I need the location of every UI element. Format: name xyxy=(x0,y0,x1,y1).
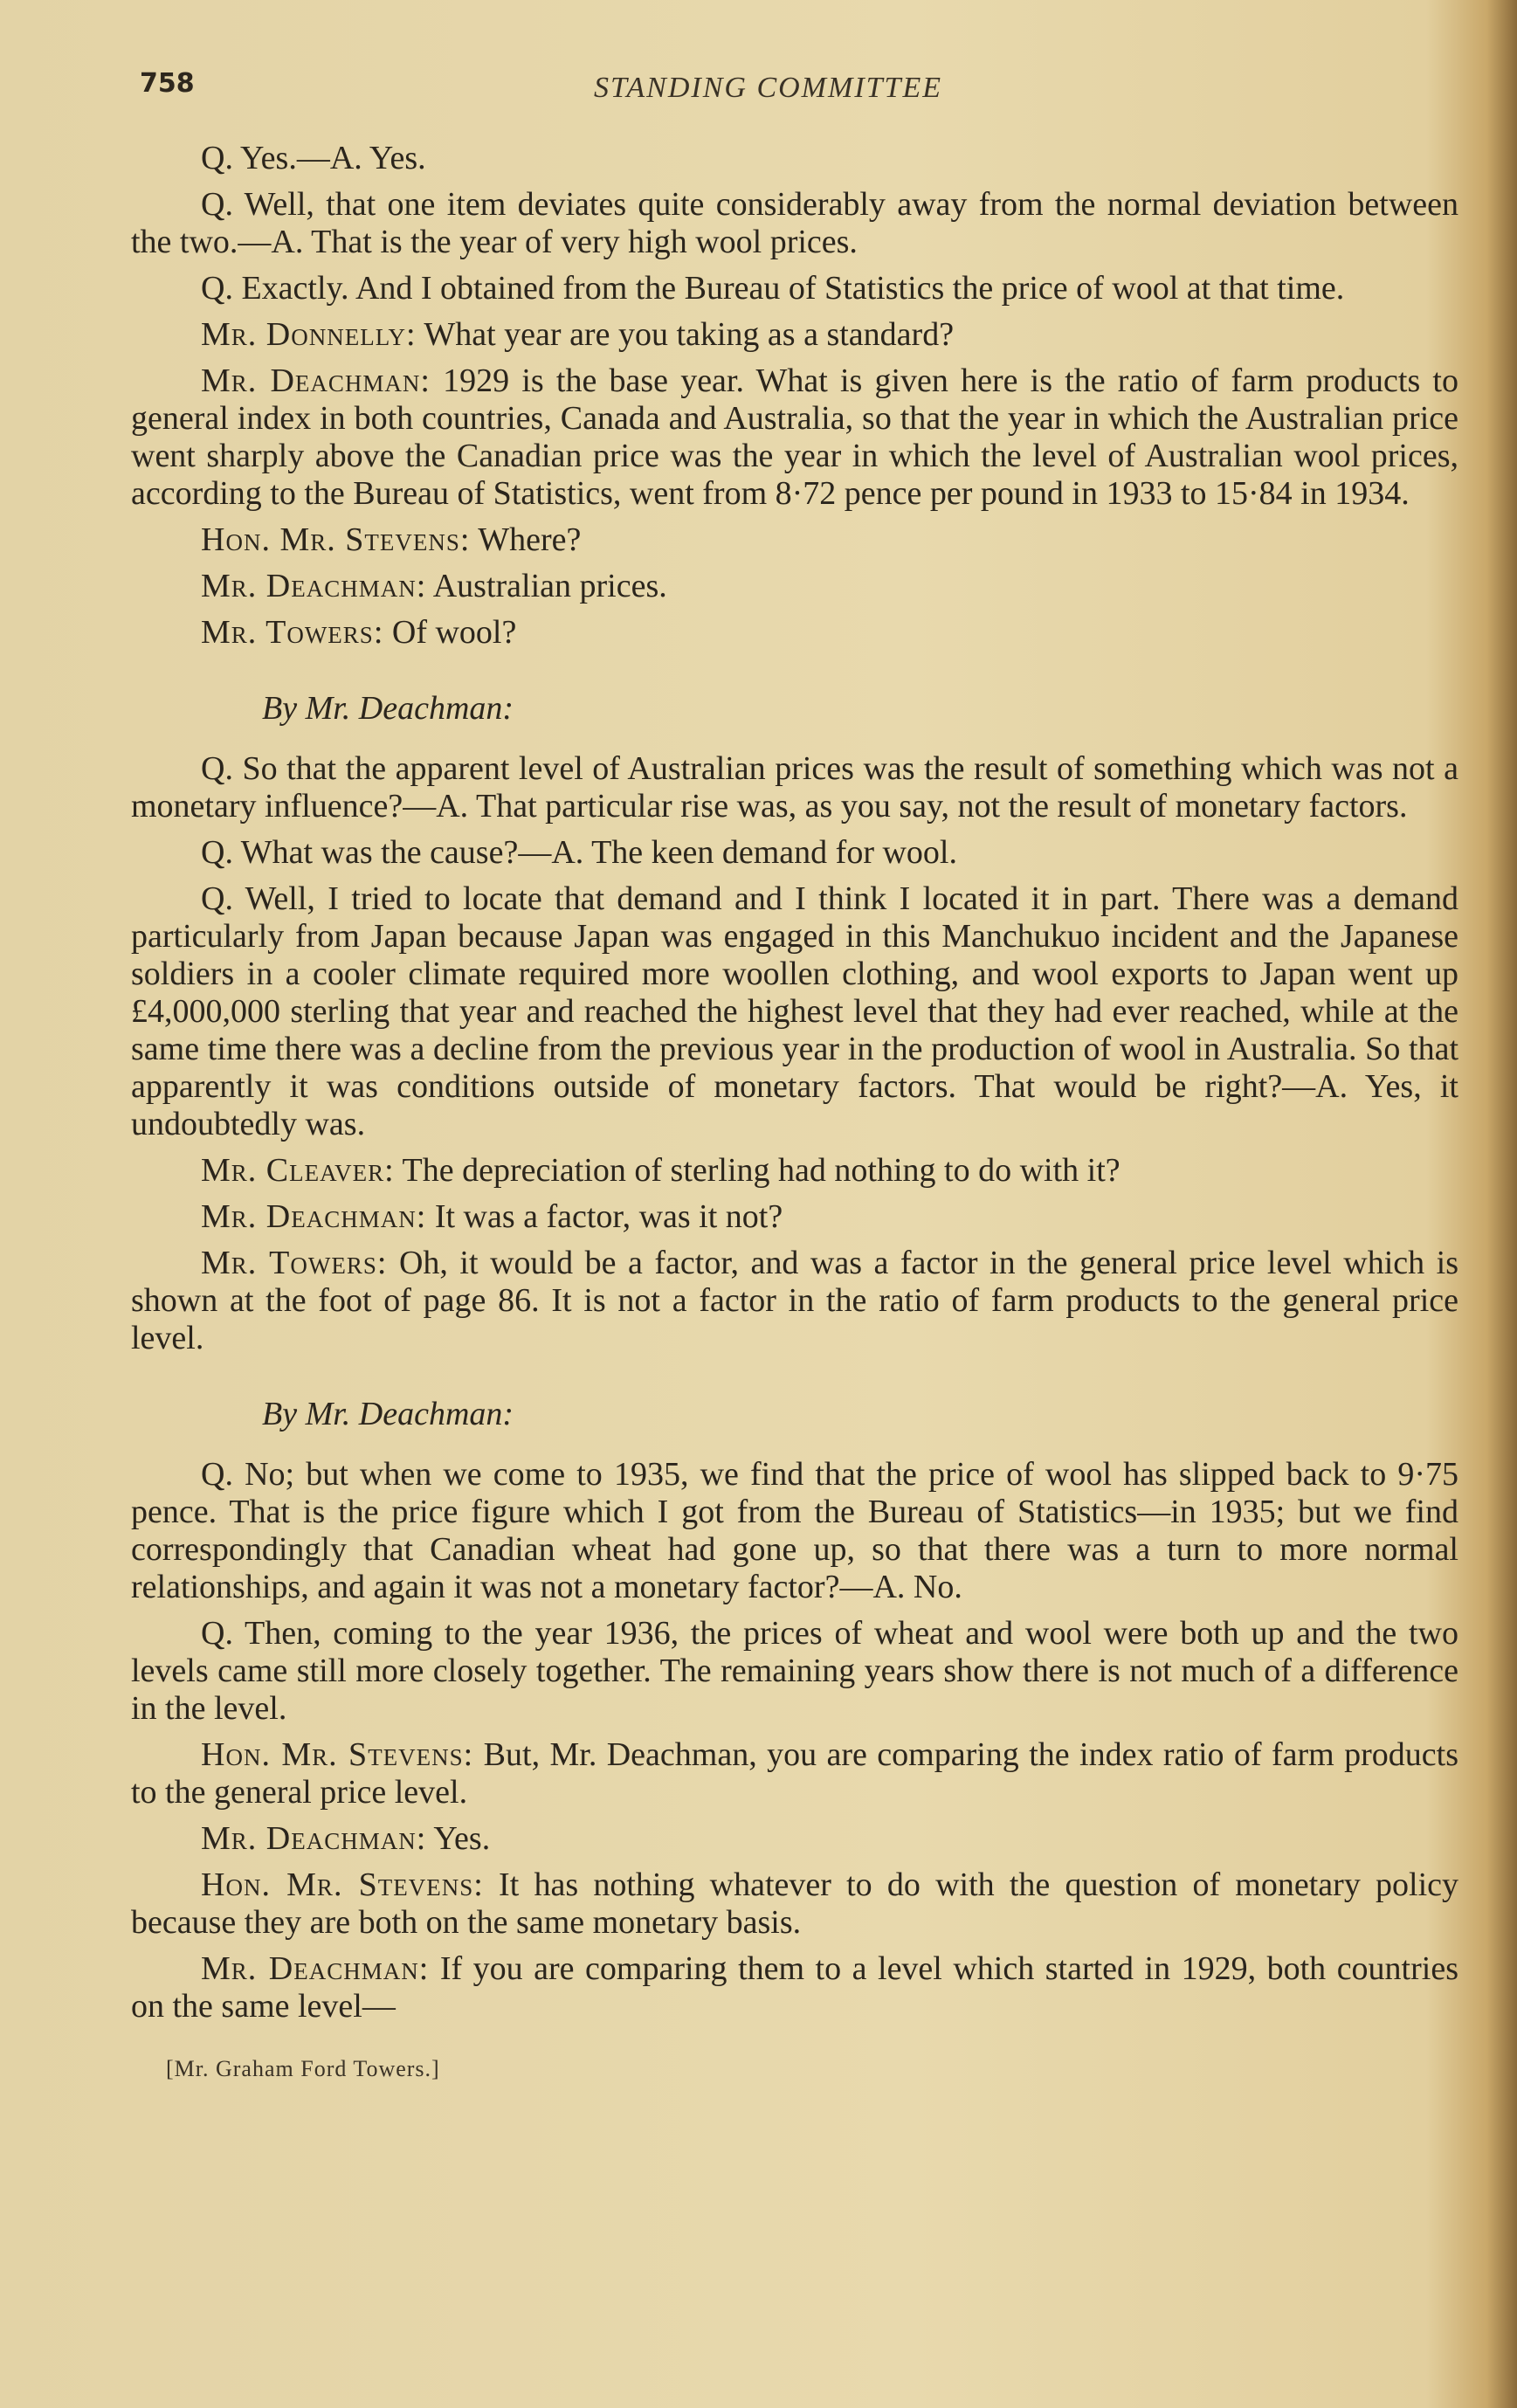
speaker-name: Mr. Cleaver: xyxy=(201,1152,395,1189)
qa-paragraph: Q. Well, that one item deviates quite considerably away from the normal deviation between the two.—A. That is the year of very high wool prices. xyxy=(131,186,1458,260)
speaker-name: Hon. Mr. Stevens: xyxy=(201,1736,474,1773)
qa-paragraph: Q. Exactly. And I obtained from the Bureau of Statistics the price of wool at that time. xyxy=(201,270,1345,307)
speaker-name: Mr. Deachman: xyxy=(201,1820,427,1857)
speech-paragraph: Hon. Mr. Stevens: Where? xyxy=(201,521,582,558)
transcript-body xyxy=(131,140,1458,2087)
speaker-name: Mr. Deachman: xyxy=(201,1198,427,1235)
speech-paragraph: Mr. Donnelly: What year are you taking as a standard? xyxy=(201,316,955,353)
speaker-name: Mr. Donnelly: xyxy=(201,316,417,353)
qa-paragraph: Q. Well, I tried to locate that demand and I think I located it in part. There was a demand particularly from Japan because Japan was engaged in this Manchukuo incident and the Japanese soldiers in a cooler climate required more woollen clothing, and wool exports to Japan went up £4,000,000 sterling that year and reached the highest level that they had ever reached, while at the same time there was a decline from the previous year in the production of wool in Australia. So that apparently it was conditions outside of monetary factors. That would be right?—A. Yes, it undoubtedly was. xyxy=(131,880,1458,1142)
page-header xyxy=(140,68,1447,112)
speaker-name: Hon. Mr. Stevens: xyxy=(201,1866,484,1903)
qa-paragraph: Q. No; but when we come to 1935, we find that the price of wool has slipped back to 9·75 pence. That is the price figure which I got from the Bureau of Statistics—in 1935; but we find correspondingly that Canadian wheat had gone up, so that there was a turn to more normal relationships, and again it was not a monetary factor?—A. No. xyxy=(131,1456,1458,1605)
speech-paragraph: Mr. Towers: Of wool? xyxy=(201,614,517,651)
section-byline: By Mr. Deachman: xyxy=(262,1396,514,1432)
section-byline: By Mr. Deachman: xyxy=(262,690,514,727)
speech-paragraph: Mr. Deachman: 1929 is the base year. What is given here is the ratio of farm products to general index in both countries, Canada and Australia, so that the year in which the Australian price went sharply above the Canadian price was the year in which the level of Australian wool prices, according to the Bureau of Statistics, went from 8·72 pence per pound in 1933 to 15·84 in 1934. xyxy=(131,362,1458,512)
page-number: 758 xyxy=(140,68,195,99)
speech-paragraph: Mr. Deachman: Yes. xyxy=(201,1820,491,1857)
speaker-name: Mr. Deachman: xyxy=(201,1950,430,1987)
qa-paragraph: Q. Then, coming to the year 1936, the prices of wheat and wool were both up and the two levels came still more closely together. The remaining years show there is not much of a difference in the level. xyxy=(131,1615,1458,1727)
speaker-name: Mr. Towers: xyxy=(201,1245,388,1281)
qa-paragraph: Q. Yes.—A. Yes. xyxy=(201,140,426,176)
qa-paragraph: Q. So that the apparent level of Australian prices was the result of something which was not a monetary influence?—A. That particular rise was, as you say, not the result of monetary factors. xyxy=(131,750,1458,825)
speaker-name: Mr. Towers: xyxy=(201,614,384,651)
speaker-name: Hon. Mr. Stevens: xyxy=(201,521,471,558)
speech-paragraph: Hon. Mr. Stevens: But, Mr. Deachman, you are comparing the index ratio of farm products to the general price level. xyxy=(131,1736,1459,1811)
running-head: STANDING COMMITTEE xyxy=(594,72,942,104)
speaker-name: Mr. Deachman: xyxy=(201,568,427,604)
qa-paragraph: Q. What was the cause?—A. The keen demand for wool. xyxy=(201,834,957,871)
speaker-name: Mr. Deachman: xyxy=(201,362,431,399)
speech-paragraph: Mr. Cleaver: The depreciation of sterling had nothing to do with it? xyxy=(201,1152,1121,1189)
speech-paragraph: Mr. Deachman: If you are comparing them to a level which started in 1929, both countries on the same level— xyxy=(131,1950,1458,2025)
speech-paragraph: Mr. Towers: Oh, it would be a factor, and was a factor in the general price level which is shown at the foot of page 86. It is not a factor in the ratio of farm products to the general price level. xyxy=(131,1245,1458,1356)
footnote: [Mr. Graham Ford Towers.] xyxy=(166,2056,440,2081)
speech-paragraph: Mr. Deachman: It was a factor, was it not? xyxy=(201,1198,783,1235)
speech-paragraph: Hon. Mr. Stevens: It has nothing whatever to do with the question of monetary policy because they are both on the same monetary basis. xyxy=(131,1866,1459,1941)
speech-paragraph: Mr. Deachman: Australian prices. xyxy=(201,568,667,604)
